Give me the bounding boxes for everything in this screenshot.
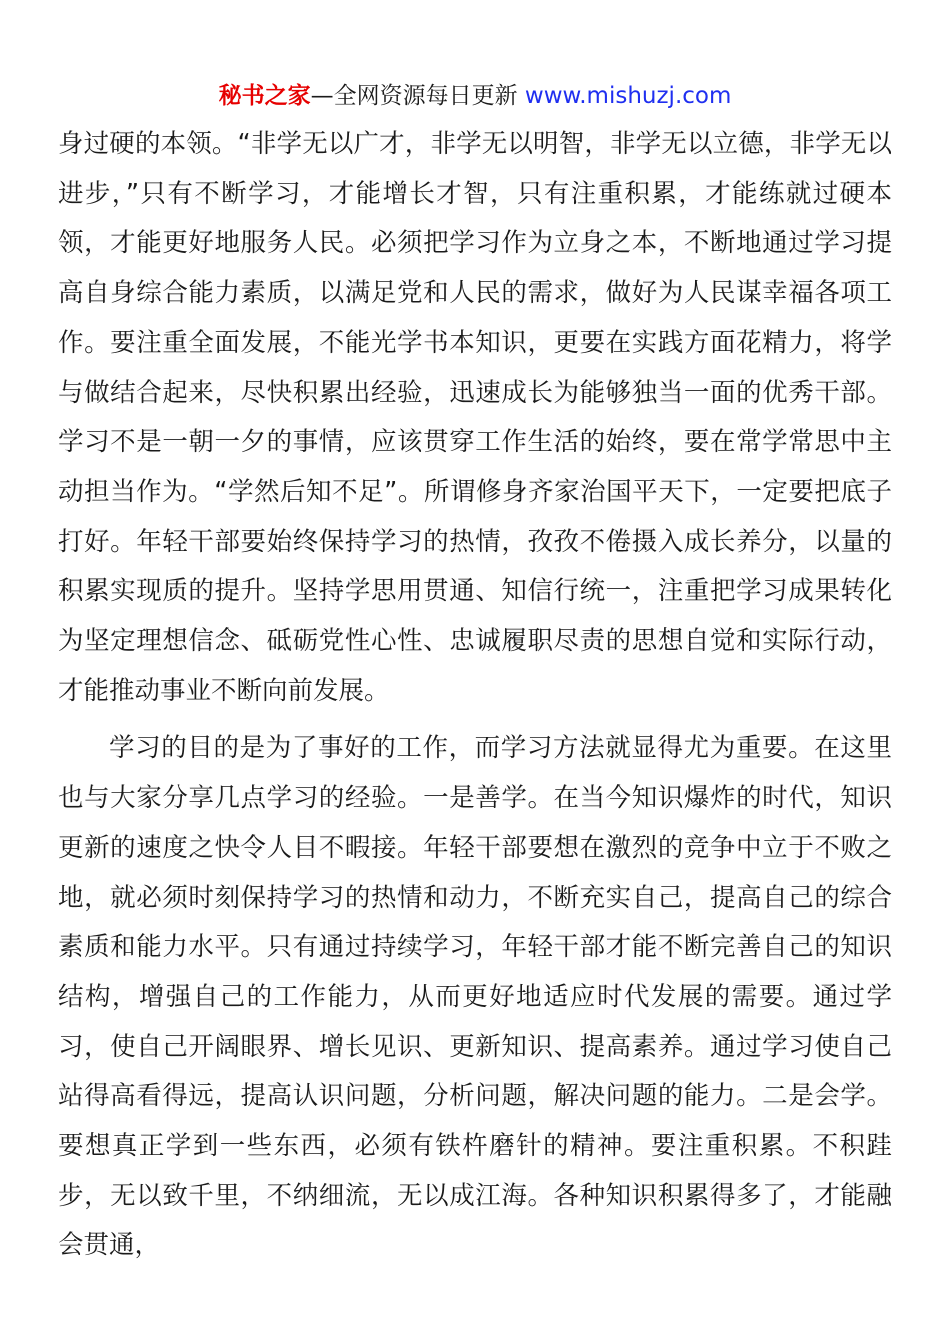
site-url[interactable]: www.mishuzj.com bbox=[524, 83, 732, 109]
brand-name: 秘书之家 bbox=[218, 83, 311, 109]
header-tagline: —全网资源每日更新 bbox=[310, 83, 525, 109]
page-header bbox=[0, 80, 950, 112]
document-body bbox=[58, 120, 892, 1271]
paragraph-1: 身过硬的本领。“非学无以广才，非学无以明智，非学无以立德，非学无以进步，”只有不断学习，才能增长才智，只有注重积累，才能练就过硬本领，才能更好地服务人民。必须把学习作为立身之本，不断地通过学习提高自身综合能力素质，以满足党和人民的需求，做好为人民谋幸福各项工作。要注重全面发展，不能光学书本知识，更要在实践方面花精力，将学与做结合起来，尽快积累出经验，迅速成长为能够独当一面的优秀干部。学习不是一朝一夕的事情，应该贯穿工作生活的始终，要在常学常思中主动担当作为。“学然后知不足”。所谓修身齐家治国平天下，一定要把底子打好。年轻干部要始终保持学习的热情，孜孜不倦摄入成长养分，以量的积累实现质的提升。坚持学思用贯通、知信行统一，注重把学习成果转化为坚定理想信念、砥砺党性心性、忠诚履职尽责的思想自觉和实际行动，才能推动事业不断向前发展。 bbox=[58, 129, 892, 706]
paragraph-2: 学习的目的是为了事好的工作，而学习方法就显得尤为重要。在这里也与大家分享几点学习的经验。一是善学。在当今知识爆炸的时代，知识更新的速度之快令人目不暇接。年轻干部要想在激烈的竞争中立于不败之地，就必须时刻保持学习的热情和动力，不断充实自己，提高自己的综合素质和能力水平。只有通过持续学习，年轻干部才能不断完善自己的知识结构，增强自己的工作能力，从而更好地适应时代发展的需要。通过学习，使自己开阔眼界、增长见识、更新知识、提高素养。通过学习使自己站得高看得远，提高认识问题，分析问题，解决问题的能力。二是会学。要想真正学到一些东西，必须有铁杵磨针的精神。要注重积累。不积跬步，无以致千里，不纳细流，无以成江海。各种知识积累得多了，才能融会贯通， bbox=[58, 733, 892, 1261]
